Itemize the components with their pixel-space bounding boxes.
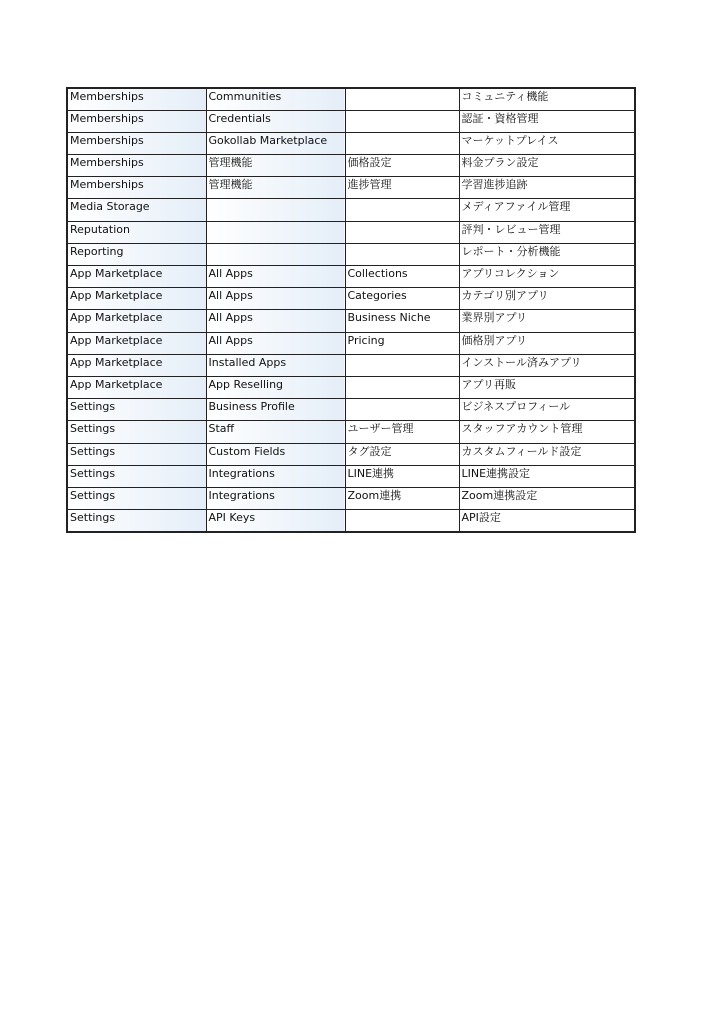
japanese-description-cell: LINE連携設定 [459,465,635,487]
table-row [67,310,635,332]
subfeature-cell [345,243,459,265]
feature-cell: Installed Apps [206,354,345,376]
category-cell: Settings [67,399,206,421]
category-cell: Settings [67,487,206,509]
category-cell: Memberships [67,110,206,132]
subfeature-cell [345,132,459,154]
japanese-description-cell: カスタムフィールド設定 [459,443,635,465]
japanese-description-cell: 業界別アプリ [459,310,635,332]
feature-cell: Integrations [206,465,345,487]
japanese-description-cell: マーケットプレイス [459,132,635,154]
japanese-description-cell: カテゴリ別アプリ [459,288,635,310]
category-cell: Memberships [67,88,206,110]
table-row [67,421,635,443]
table-row [67,88,635,110]
subfeature-cell [345,510,459,532]
japanese-description-cell: 認証・資格管理 [459,110,635,132]
category-cell: Reporting [67,243,206,265]
japanese-description-cell: ビジネスプロフィール [459,399,635,421]
category-cell: Reputation [67,221,206,243]
feature-cell: Business Profile [206,399,345,421]
feature-cell: 管理機能 [206,177,345,199]
feature-cell: Credentials [206,110,345,132]
feature-cell: Custom Fields [206,443,345,465]
table-row [67,177,635,199]
feature-cell: Integrations [206,487,345,509]
subfeature-cell: ユーザー管理 [345,421,459,443]
subfeature-cell [345,199,459,221]
subfeature-cell [345,354,459,376]
table-row [67,332,635,354]
feature-table-body [67,88,635,532]
feature-cell: All Apps [206,288,345,310]
table-row [67,199,635,221]
japanese-description-cell: アプリコレクション [459,266,635,288]
category-cell: Memberships [67,177,206,199]
subfeature-cell: Business Niche [345,310,459,332]
subfeature-cell [345,110,459,132]
table-row [67,132,635,154]
japanese-description-cell: API設定 [459,510,635,532]
subfeature-cell: タグ設定 [345,443,459,465]
table-row [67,443,635,465]
japanese-description-cell: アプリ再販 [459,376,635,398]
japanese-description-cell: メディアファイル管理 [459,199,635,221]
feature-cell: Staff [206,421,345,443]
subfeature-cell [345,88,459,110]
category-cell: Memberships [67,132,206,154]
subfeature-cell [345,399,459,421]
table-row [67,399,635,421]
subfeature-cell [345,376,459,398]
category-cell: App Marketplace [67,310,206,332]
feature-cell: All Apps [206,310,345,332]
subfeature-cell: Categories [345,288,459,310]
subfeature-cell: Pricing [345,332,459,354]
feature-cell: App Reselling [206,376,345,398]
feature-cell: API Keys [206,510,345,532]
japanese-description-cell: レポート・分析機能 [459,243,635,265]
japanese-description-cell: Zoom連携設定 [459,487,635,509]
table-row [67,354,635,376]
japanese-description-cell: 学習進捗追跡 [459,177,635,199]
japanese-description-cell: スタッフアカウント管理 [459,421,635,443]
japanese-description-cell: インストール済みアプリ [459,354,635,376]
table-row [67,376,635,398]
subfeature-cell: Collections [345,266,459,288]
feature-cell: Gokollab Marketplace [206,132,345,154]
feature-cell: Communities [206,88,345,110]
category-cell: App Marketplace [67,376,206,398]
table-row [67,266,635,288]
table-row [67,487,635,509]
subfeature-cell: LINE連携 [345,465,459,487]
category-cell: Settings [67,510,206,532]
category-cell: App Marketplace [67,354,206,376]
table-row [67,510,635,532]
category-cell: App Marketplace [67,288,206,310]
japanese-description-cell: 評判・レビュー管理 [459,221,635,243]
spreadsheet-page [66,87,634,533]
feature-cell [206,221,345,243]
table-row [67,155,635,177]
table-row [67,465,635,487]
feature-cell [206,199,345,221]
category-cell: App Marketplace [67,332,206,354]
category-cell: Settings [67,465,206,487]
table-row [67,243,635,265]
japanese-description-cell: 価格別アプリ [459,332,635,354]
feature-cell: All Apps [206,266,345,288]
feature-cell: All Apps [206,332,345,354]
table-row [67,110,635,132]
japanese-description-cell: コミュニティ機能 [459,88,635,110]
feature-table [66,87,636,533]
subfeature-cell: 進捗管理 [345,177,459,199]
japanese-description-cell: 料金プラン設定 [459,155,635,177]
category-cell: Settings [67,443,206,465]
table-row [67,221,635,243]
category-cell: Settings [67,421,206,443]
table-row [67,288,635,310]
category-cell: App Marketplace [67,266,206,288]
feature-cell: 管理機能 [206,155,345,177]
subfeature-cell: Zoom連携 [345,487,459,509]
category-cell: Memberships [67,155,206,177]
subfeature-cell [345,221,459,243]
subfeature-cell: 価格設定 [345,155,459,177]
category-cell: Media Storage [67,199,206,221]
feature-cell [206,243,345,265]
